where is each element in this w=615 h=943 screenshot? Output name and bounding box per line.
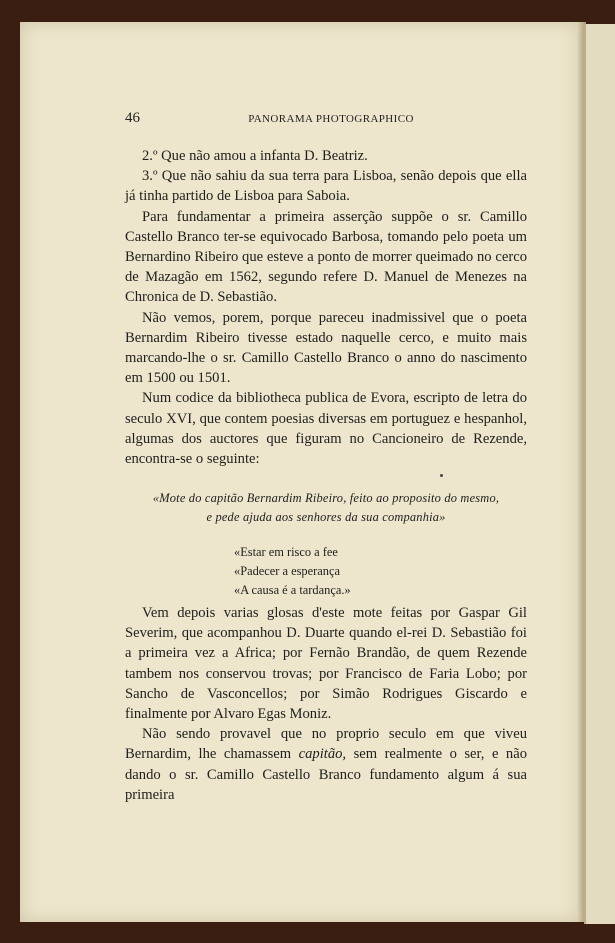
paragraph-capitao <box>125 724 527 805</box>
page-number: 46 <box>125 110 140 126</box>
verse-block <box>234 543 351 600</box>
text-block-bottom <box>125 603 527 805</box>
paragraph-item-3: 3.º Que não sahiu da sua terra para Lisboa, senão depois que ella já tinha partido de Lisboa para Saboia. <box>125 168 527 205</box>
page-header <box>125 110 527 130</box>
paragraph-glosas: Vem depois varias glosas d'este mote feitas por Gaspar Gil Severim, que acompanhou D. Duarte quando el-rei D. Sebastião foi a primeira vez a Africa; por Fernão Brandão, de quem Rezende tambem nos conservou trovas; por Francisco de Faria Lobo; por Sancho de Vasconcellos; por Simão Rodrigues Giscardo e finalmente por Alvaro Egas Moniz. <box>125 605 527 723</box>
paragraph-item-2: 2.º Que não amou a infanta D. Beatriz. <box>142 148 368 164</box>
ink-dot <box>440 474 443 477</box>
paragraph-codex: Num codice da bibliotheca publica de Evora, escripto de letra do seculo XVI, que contem poesias diversas em portuguez e hespanhol, algumas dos auctores que figuram no Cancioneiro de Rezende, encontra-se o seguinte: <box>125 390 527 468</box>
paragraph-first-assertion: Para fundamentar a primeira asserção suppõe o sr. Camillo Castello Branco ter-se equivocado Barbosa, tomando pelo poeta um Bernardino Ribeiro que esteve a ponto de morrer queimado no cerco de Mazagão em 1562, segundo refere D. Manuel de Menezes na Chronica de D. Sebastião. <box>125 208 527 306</box>
facing-page-edge <box>584 24 615 924</box>
verse-line-3: «A causa é a tardança.» <box>234 583 351 597</box>
paragraph-capitao-italic: capitão, <box>298 746 347 763</box>
paragraph-capitao-end: sem realmente o ser, e não dando o sr. Camillo Castello Branco fundamento algum á sua primeira <box>125 746 527 803</box>
mote-title-line-2: e pede ajuda aos senhores da sua companhia» <box>206 510 446 524</box>
verse-line-1: «Estar em risco a fee <box>234 545 338 559</box>
mote-title <box>125 489 527 527</box>
text-block-top <box>125 146 527 469</box>
paragraph-siege: Não vemos, porem, porque pareceu inadmissivel que o poeta Bernardim Ribeiro tivesse estado naquelle cerco, e muito mais marcando-lhe o sr. Camillo Castello Branco o anno do nascimento em 1500 ou 1501. <box>125 309 527 387</box>
verse-line-2: «Padecer a esperança <box>234 564 340 578</box>
running-title: PANORAMA PHOTOGRAPHICO <box>248 113 414 125</box>
mote-title-line-1: «Mote do capitão Bernardim Ribeiro, feito ao proposito do mesmo, <box>152 491 500 505</box>
paragraph-capitao-start: Não sendo provavel que no proprio seculo em que viveu Bernardim, lhe chamassem <box>125 726 527 763</box>
